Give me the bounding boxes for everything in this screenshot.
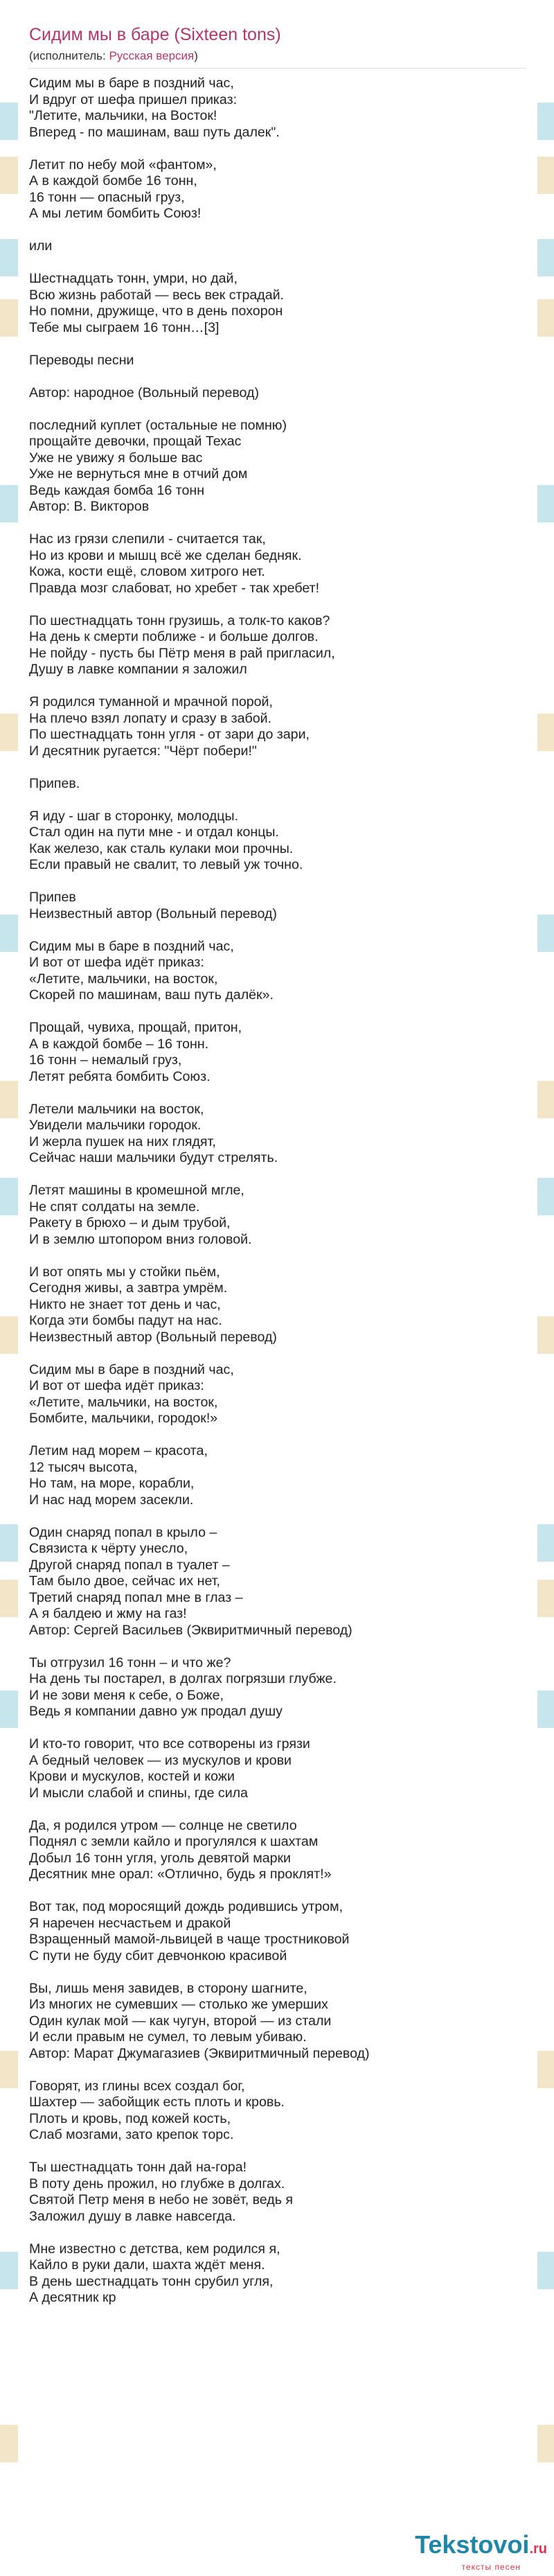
performer-close: ): [194, 49, 198, 62]
site-logo[interactable]: [415, 2532, 547, 2572]
performer-label: (исполнитель:: [29, 49, 109, 62]
performer-link[interactable]: Русская версия: [109, 49, 195, 62]
logo-tagline: тексты песен: [461, 2562, 521, 2572]
song-title: Сидим мы в баре (Sixteen tons): [29, 25, 281, 44]
logo-tld: .ru: [529, 2541, 547, 2557]
logo-name: Tekstovoi: [415, 2530, 530, 2559]
lyrics-text: Сидим мы в баре в поздний час, И вдруг от шефа пришел приказ: "Летите, мальчики, на Восток! Вперед - по машинам, ваш путь далек". Летит по небу мой «фантом», А в каждой бомбе 16 тонн, 16 тонн — опасный груз, А мы летим бомбить Союз! или Шестнадцать тонн, умри, но дай, Всю жизнь работай — весь век страдай. Но помни, дружище, что в день похорон Тебе мы сыграем 16 тонн…[3] Переводы песни Автор: народное (Вольный перевод) последний куплет (остальные не помню) прощайте девочки, прощай Техас Уже не увижу я больше вас Уже не вернуться мне в отчий дом Ведь каждая бомба 16 тонн Автор: В. Викторов Нас из грязи слепили - считается так, Но из крови и мышц всё же сделан бедняк. Кожа, кости ещё, словом хитрого нет. Правда мозг слабоват, но хребет - так хребет! По шестнадцать тонн грузишь, а толк-то каков? На день к смерти поближе - и больше долгов. Не пойду - пусть бы Пётр меня в рай пригласил, Душу в лавке компании я заложил Я родился туманной и мрачной порой, На плечо взял лопату и сразу в забой. По шестнадцать тонн угля - от зари до зари, И десятник ругается: "Чёрт побери!" Припев. Я иду - шаг в сторонку, молодцы. Стал один на пути мне - и отдал концы. Как железо, как сталь кулаки мои прочны. Если правый не свалит, то левый уж точно. Припев Неизвестный автор (Вольный перевод) Сидим мы в баре в поздний час, И вот от шефа идёт приказ: «Летите, мальчики, на восток, Скорей по машинам, ваш путь далёк». Прощай, чувиха, прощай, притон, А в каждой бомбе – 16 тонн. 16 тонн – немалый груз, Летят ребята бомбить Союз. Летели мальчики на восток, Увидели мальчики городок. И жерла пушек на них глядят, Сейчас наши мальчики будут стрелять. Летят машины в кромешной мгле, Не спят солдаты на земле. Ракету в брюхо – и дым трубой, И в землю штопором вниз головой. И вот опять мы у стойки пьём, Сегодня живы, а завтра умрём. Никто не знает тот день и час, Когда эти бомбы падут на нас. Неизвестный автор (Вольный перевод) Сидим мы в баре в поздний час, И вот от шефа идёт приказ: «Летите, мальчики, на восток, Бомбите, мальчики, городок!» Летим над морем – красота, 12 тысяч высота, Но там, на море, корабли, И нас над морем засекли. Один снаряд попал в крыло – Связиста к чёрту унесло, Другой снаряд попал в туалет – Там было двое, сейчас их нет, Третий снаряд попал мне в глаз – А я балдею и жму на газ! Автор: Сергей Васильев (Эквиритмичный перевод) Ты отгрузил 16 тонн – и что же? На день ты постарел, в долгах погрязши глубже. И не зови меня к себе, о Боже, Ведь я компании давно уж продал душу И кто-то говорит, что все сотворены из грязи А бедный человек — из мускулов и крови Крови и мускулов, костей и кожи И мысли слабой и спины, где сила Да, я родился утром — солнце не светило Поднял с земли кайло и прогулялся к шахтам Добыл 16 тонн угля, уголь девятой марки Десятник мне орал: «Отлично, будь я проклят!» Вот так, под моросящий дождь родившись утром, Я наречен несчастьем и дракой Взращенный мамой-львицей в чаще тростниковой С пути не буду сбит девчонкою красивой Вы, лишь меня завидев, в сторону шагните, Из многих не сумевших — столько же умерших Один кулак мой — как чугун, второй — из стали И если правым не сумел, то левым убиваю. Автор: Марат Джумагазиев (Эквиритмичный перевод) Говорят, из глины всех создал бог, Шахтер — забойщик есть плоть и кровь. Плоть и кровь, под кожей кость, Слаб мозгами, зато крепок торс. Ты шестнадцать тонн дай на-гора! В поту день прожил, но глубже в долгах. Святой Петр меня в небо не зовёт, ведь я Заложил душу в лавке навсегда. Мне известно с детства, кем родился я, Кайло в руки дали, шахта ждёт меня. В день шестнадцать тонн срубил угля, А десятник кр: [29, 76, 370, 2305]
logo-wordmark: [415, 2532, 547, 2562]
lyrics-card: [18, 0, 537, 2576]
performer-line: [18, 46, 537, 64]
